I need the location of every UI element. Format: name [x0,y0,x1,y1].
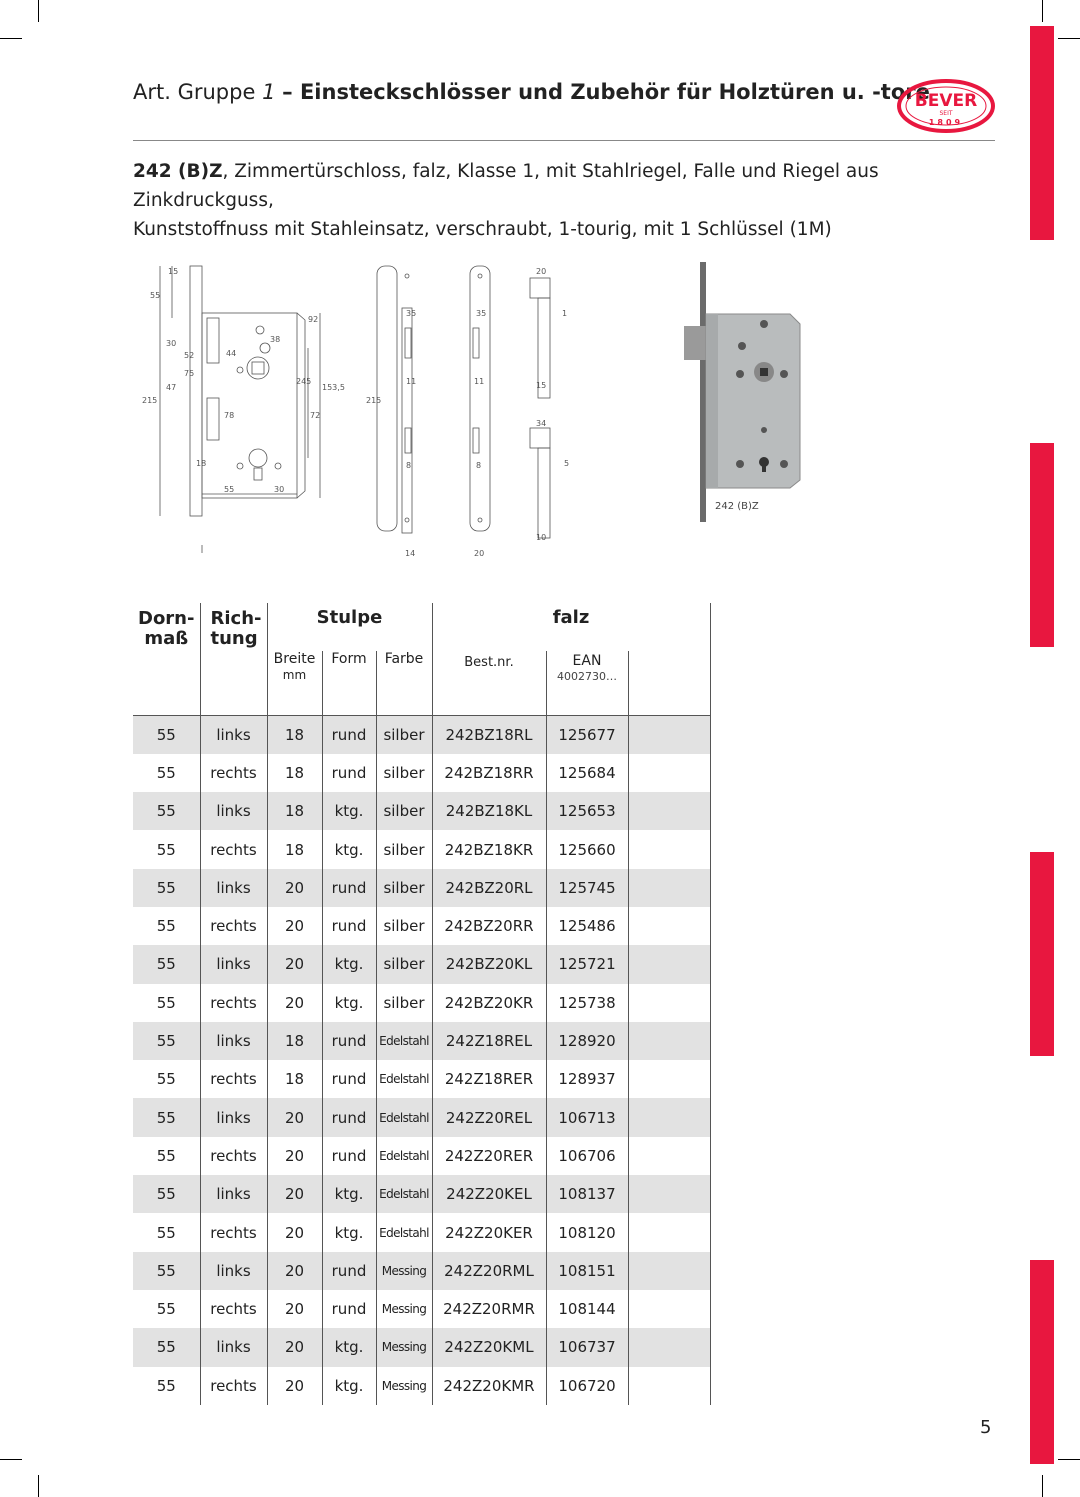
cell-bestnr: 242Z20RER [444,1146,534,1165]
cell-dorn: 55 [133,1137,200,1175]
header-rule [133,140,995,141]
cell-empty [628,1098,710,1136]
crop-mark [1042,1475,1043,1497]
dim-label: 44 [226,349,237,358]
cell-form: rund [322,907,376,945]
cell-form: ktg. [322,1328,376,1366]
cell-empty [628,1328,710,1366]
header-bestnr: Best.nr. [464,655,514,670]
cell-empty [628,984,710,1022]
cell-empty [628,869,710,907]
table-header [133,603,710,715]
cell-breite: 20 [267,1252,322,1290]
cell-dorn: 55 [133,1060,200,1098]
table-row [133,1022,710,1060]
page-title: – Einsteckschlösser und Zubehör für Holztüren u. -tore [282,80,930,104]
cell-ean: 108144 [546,1290,628,1328]
cell-form: rund [322,1290,376,1328]
crop-mark [0,1459,22,1460]
cell-richtung: links [200,869,267,907]
cell-richtung: links [200,1098,267,1136]
cell-richtung: rechts [200,754,267,792]
cell-bestnr: 242BZ18RL [432,715,546,754]
cell-farbe: Edelstahl [376,1060,432,1098]
cell-dorn: 55 [133,945,200,983]
cell-bestnr: 242BZ18RR [444,763,534,782]
cell-farbe: silber [376,830,432,868]
cell-breite: 20 [267,1137,322,1175]
table-row [133,1137,710,1175]
cell-farbe: Edelstahl [376,1022,432,1060]
dim-label: 55 [224,485,235,494]
cell-breite: 18 [267,1060,322,1098]
dim-label: 72 [310,411,321,420]
cell-bestnr: 242Z20REL [432,1098,546,1136]
cell-form: ktg. [322,945,376,983]
dim-label: 55 [150,291,161,300]
cell-empty [628,830,710,868]
cell-richtung: links [200,1175,267,1213]
cell-farbe: silber [376,945,432,983]
cell-richtung: links [200,1328,267,1366]
cell-ean: 125684 [546,754,628,792]
cell-breite: 18 [267,830,322,868]
crop-mark [38,1475,39,1497]
register-tab [1030,26,1054,240]
cell-dorn: 55 [133,1098,200,1136]
dim-label: 75 [184,369,195,378]
cell-richtung: links [200,715,267,754]
cell-form: rund [322,754,376,792]
cell-bestnr: 242BZ18KR [444,840,534,859]
dim-label: 34 [536,419,547,428]
cell-dorn: 55 [133,1175,200,1213]
cell-empty [628,1022,710,1060]
cell-ean: 106737 [546,1328,628,1366]
dim-label: 245 [296,377,312,386]
table-row [133,869,710,907]
cell-empty [628,1252,710,1290]
cell-breite: 20 [267,907,322,945]
register-tab [1030,443,1054,647]
header-stulpe: Stulpe [267,603,432,651]
cell-breite: 20 [267,945,322,983]
cell-ean: 125653 [546,792,628,830]
logo-seit: SEIT [939,110,953,117]
table-row [133,984,710,1022]
table-row [133,1367,710,1405]
cell-breite: 20 [267,1290,322,1328]
dim-label: 30 [166,339,177,348]
cell-dorn: 55 [133,754,200,792]
cell-farbe: Edelstahl [376,1213,432,1251]
cell-ean: 106706 [546,1137,628,1175]
dim-label: 38 [270,335,281,344]
table-row [133,792,710,830]
cell-breite: 20 [267,1328,322,1366]
cell-breite: 20 [267,869,322,907]
dim-label: 11 [474,377,485,386]
cell-farbe: Edelstahl [376,1175,432,1213]
header-dorn-line2: maß [144,628,189,649]
cell-dorn: 55 [133,792,200,830]
description-line1: , Zimmertürschloss, falz, Klasse 1, mit Stahlriegel, Falle und Riegel aus Zinkdruckguss, [133,161,879,211]
cell-form: ktg. [322,1213,376,1251]
cell-richtung: rechts [200,984,267,1022]
cell-farbe: Edelstahl [376,1098,432,1136]
cell-bestnr: 242BZ20KL [432,945,546,983]
table-row [133,1252,710,1290]
cell-farbe: silber [376,984,432,1022]
cell-bestnr: 242Z20RML [432,1252,546,1290]
cell-breite: 20 [267,1098,322,1136]
cell-ean: 108120 [546,1213,628,1251]
cell-form: rund [322,869,376,907]
cell-ean: 106713 [546,1098,628,1136]
cell-farbe: silber [376,792,432,830]
logo-year: 1809 [928,118,964,127]
cell-ean: 106720 [546,1367,628,1405]
cell-richtung: links [200,792,267,830]
dim-label: 15 [168,267,179,276]
cell-ean: 108151 [546,1252,628,1290]
crop-mark [1042,0,1043,22]
table-body [133,715,710,1405]
cell-richtung: rechts [200,907,267,945]
table-row [133,1098,710,1136]
header-breite-unit: mm [282,668,307,682]
dim-label: 20 [536,267,547,276]
table-row [133,715,710,754]
dim-label: 92 [308,315,319,324]
header-dornmass [133,603,200,715]
cell-farbe: Messing [376,1290,432,1328]
cell-form: ktg. [322,830,376,868]
register-tab [1030,1260,1054,1464]
crop-mark [1058,1459,1080,1460]
cell-richtung: rechts [200,830,267,868]
lock-photo [678,258,813,528]
header-breite [267,651,322,715]
cell-ean: 108137 [546,1175,628,1213]
cell-empty [628,907,710,945]
cell-farbe: Messing [376,1367,432,1405]
dim-label: 215 [142,396,158,405]
dim-label: 35 [406,309,417,318]
cell-form: ktg. [322,792,376,830]
cell-ean: 125486 [546,907,628,945]
cell-dorn: 55 [133,1213,200,1251]
dim-label: 20 [474,549,485,558]
cell-richtung: links [200,945,267,983]
photo-caption: 242 (B)Z [715,501,759,512]
cell-ean: 128920 [546,1022,628,1060]
cell-farbe: silber [376,754,432,792]
cell-farbe: Messing [376,1328,432,1366]
header-ean [546,651,628,715]
cell-richtung: rechts [200,1367,267,1405]
cell-empty [628,754,710,792]
cell-breite: 18 [267,1022,322,1060]
cell-empty [628,1175,710,1213]
cell-farbe: silber [376,907,432,945]
cell-empty [628,792,710,830]
cell-dorn: 55 [133,984,200,1022]
dim-label: 14 [405,549,416,558]
cell-bestnr: 242BZ20KR [444,993,534,1012]
cell-empty [628,1290,710,1328]
cell-empty [628,945,710,983]
dim-label: 215 [366,396,382,405]
cell-dorn: 55 [133,1252,200,1290]
cell-bestnr: 242Z20KMR [443,1376,535,1395]
cell-richtung: rechts [200,1213,267,1251]
cell-richtung: rechts [200,1290,267,1328]
cell-breite: 20 [267,984,322,1022]
header-ean-label: EAN [572,653,602,669]
cell-bestnr: 242Z18REL [432,1022,546,1060]
cell-bestnr: 242Z20KML [432,1328,546,1366]
table-row [133,1175,710,1213]
cell-form: ktg. [322,1367,376,1405]
register-tab [1030,852,1054,1056]
cell-empty [628,1213,710,1251]
header-richtung [200,603,267,715]
dim-label: 10 [536,533,547,542]
cell-form: rund [322,715,376,754]
crop-mark [1058,38,1080,39]
cell-dorn: 55 [133,1022,200,1060]
page-number: 5 [980,1417,992,1438]
header-breite-label: Breite [273,651,316,667]
dim-label: 11 [406,377,417,386]
logo-brand: BEVER [914,91,978,111]
dim-label: 78 [224,411,235,420]
cell-breite: 18 [267,715,322,754]
model-number: 242 (B)Z [133,161,223,182]
table-row [133,830,710,868]
dim-label: 8 [476,461,482,470]
header-empty [628,651,710,715]
cell-breite: 20 [267,1367,322,1405]
cell-form: rund [322,1252,376,1290]
dim-label: 30 [274,485,285,494]
cell-ean: 125721 [546,945,628,983]
cell-form: rund [322,1137,376,1175]
cell-farbe: Messing [376,1252,432,1290]
header-ean-prefix: 4002730… [557,670,617,683]
cell-form: ktg. [322,984,376,1022]
header-richtung-line2: tung [210,628,258,649]
table-row [133,1213,710,1251]
table-row [133,907,710,945]
table-row [133,1328,710,1366]
table-row [133,754,710,792]
cell-dorn: 55 [133,869,200,907]
dim-label: 47 [166,383,177,392]
cell-farbe: Edelstahl [376,1137,432,1175]
cell-form: rund [322,1098,376,1136]
group-prefix: Art. Gruppe [133,80,256,104]
cell-form: rund [322,1060,376,1098]
cell-empty [628,1137,710,1175]
dim-label: 18 [196,459,207,468]
cell-bestnr: 242BZ18KL [432,792,546,830]
cell-ean: 128937 [546,1060,628,1098]
header-richtung-line1: Rich- [210,608,262,629]
cell-richtung: rechts [200,1060,267,1098]
cell-breite: 18 [267,754,322,792]
dim-label: 8 [406,461,412,470]
cell-bestnr: 242Z20KER [445,1223,533,1242]
product-description [133,157,1013,244]
spec-table [133,603,711,1405]
cell-dorn: 55 [133,1290,200,1328]
table-row [133,1290,710,1328]
cell-bestnr: 242Z18RER [444,1070,534,1089]
group-number: 1 [262,80,276,104]
dim-label: 35 [476,309,487,318]
cell-ean: 125745 [546,869,628,907]
cell-bestnr: 242Z20RMR [443,1300,535,1319]
dim-label: 5 [564,459,570,468]
table-row [133,1060,710,1098]
cell-dorn: 55 [133,1367,200,1405]
cell-breite: 20 [267,1213,322,1251]
cell-ean: 125738 [546,984,628,1022]
cell-dorn: 55 [133,830,200,868]
dim-label: 15 [536,381,547,390]
header-dorn-line1: Dorn- [138,608,195,629]
description-line2: Kunststoffnuss mit Stahleinsatz, verschraubt, 1-tourig, mit 1 Schlüssel (1M) [133,219,832,240]
cell-bestnr: 242BZ20RL [432,869,546,907]
cell-ean: 125660 [546,830,628,868]
crop-mark [38,0,39,22]
cell-dorn: 55 [133,1328,200,1366]
technical-drawing [140,258,580,563]
cell-ean: 125677 [546,715,628,754]
cell-empty [628,1367,710,1405]
cell-dorn: 55 [133,715,200,754]
cell-dorn: 55 [133,907,200,945]
cell-farbe: silber [376,869,432,907]
cell-empty [628,715,710,754]
bever-logo [896,78,996,134]
cell-richtung: links [200,1022,267,1060]
header-farbe: Farbe [376,651,432,715]
header-form: Form [322,651,376,715]
cell-empty [628,1060,710,1098]
crop-mark [0,38,22,39]
cell-bestnr: 242BZ20RR [444,917,534,936]
cell-form: ktg. [322,1175,376,1213]
cell-bestnr: 242Z20KEL [432,1175,546,1213]
page-header [133,80,930,104]
dim-label: 1 [562,309,568,318]
cell-richtung: links [200,1252,267,1290]
cell-breite: 18 [267,792,322,830]
table-row [133,945,710,983]
cell-form: rund [322,1022,376,1060]
dim-label: 52 [184,351,195,360]
header-falz: falz [432,603,710,651]
cell-farbe: silber [376,715,432,754]
cell-breite: 20 [267,1175,322,1213]
cell-richtung: rechts [200,1137,267,1175]
dim-label: 153,5 [322,383,345,392]
